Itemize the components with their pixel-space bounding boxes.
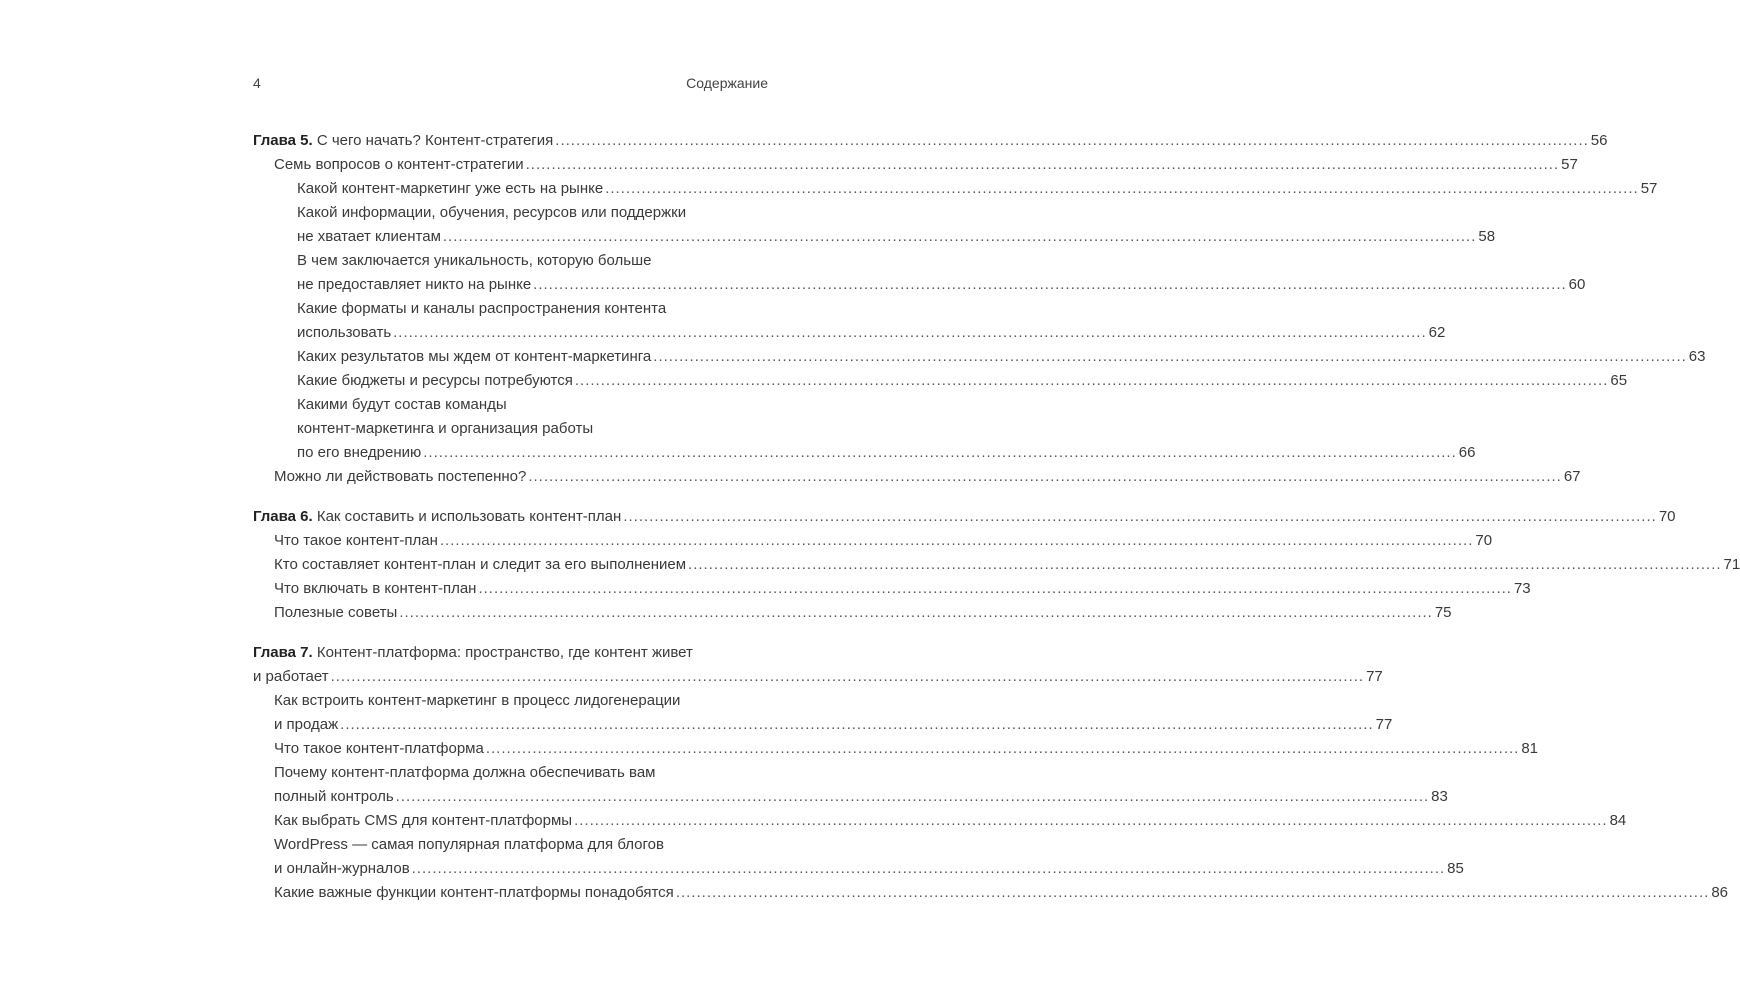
leader-dots: ........................................................................................................................................................................................................ bbox=[399, 604, 1433, 621]
entry-line bbox=[253, 665, 1383, 689]
entry-line bbox=[297, 225, 1496, 249]
entry-line bbox=[274, 881, 1728, 905]
page-ref: 62 bbox=[1428, 324, 1446, 341]
entry-title: В чем заключается уникальность, которую больше bbox=[297, 252, 652, 269]
entry-title: Контент-платформа: пространство, где контент живет bbox=[316, 644, 693, 661]
chapter-section bbox=[253, 505, 1740, 625]
entry-title: WordPress — самая популярная платформа для блогов bbox=[274, 836, 664, 853]
entry-line bbox=[253, 129, 1608, 153]
leader-dots: ........................................................................................................................................................................................................ bbox=[411, 860, 1446, 877]
entry-text bbox=[297, 252, 651, 269]
entry-text bbox=[297, 441, 421, 465]
toc-entry[interactable] bbox=[253, 529, 1493, 553]
entry-title: Что включать в контент-план bbox=[274, 580, 477, 597]
leader-dots: ........................................................................................................................................................................................................ bbox=[330, 668, 1365, 685]
entry-line bbox=[297, 177, 1658, 201]
toc-entry[interactable] bbox=[253, 809, 1627, 833]
entry-text bbox=[274, 529, 438, 553]
entry-text bbox=[253, 665, 329, 689]
entry-text bbox=[274, 809, 572, 833]
entry-title: Какие бюджеты и ресурсы потребуются bbox=[297, 372, 573, 389]
entry-line bbox=[297, 201, 768, 225]
entry-line bbox=[274, 553, 1740, 577]
entry-line bbox=[274, 833, 768, 857]
page-ref: 77 bbox=[1366, 668, 1383, 685]
page-ref: 57 bbox=[1640, 180, 1658, 197]
page-ref: 84 bbox=[1609, 812, 1627, 829]
entry-title: использовать bbox=[297, 324, 392, 341]
page-ref: 65 bbox=[1610, 372, 1628, 389]
leader-dots: ........................................................................................................................................................................................................ bbox=[528, 468, 1562, 485]
leader-dots: ........................................................................................................................................................................................................ bbox=[442, 228, 1477, 245]
leader-dots: ........................................................................................................................................................................................................ bbox=[675, 884, 1710, 901]
entry-title: Какие форматы и каналы распространения контента bbox=[297, 300, 667, 317]
page-ref: 70 bbox=[1475, 532, 1493, 549]
entry-line bbox=[297, 417, 768, 441]
page-number: 4 bbox=[253, 75, 261, 91]
entry-line bbox=[297, 393, 768, 417]
entry-title: Семь вопросов о контент-стратегии bbox=[274, 156, 524, 173]
entry-line bbox=[274, 465, 1581, 489]
page-ref: 75 bbox=[1434, 604, 1452, 621]
entry-line bbox=[297, 249, 768, 273]
toc-entry[interactable] bbox=[253, 345, 1706, 369]
entry-line bbox=[253, 505, 1676, 529]
entry-title: Можно ли действовать постепенно? bbox=[274, 468, 527, 485]
toc-entry[interactable] bbox=[253, 177, 1658, 201]
toc-entry[interactable] bbox=[253, 465, 1581, 489]
page-ref: 58 bbox=[1478, 228, 1496, 245]
entry-title: Что такое контент-платформа bbox=[274, 740, 484, 757]
page-ref: 57 bbox=[1561, 156, 1578, 173]
toc-entry[interactable] bbox=[253, 393, 1476, 465]
entry-text bbox=[297, 204, 686, 221]
entry-text bbox=[274, 764, 656, 781]
page-ref: 85 bbox=[1447, 860, 1464, 877]
leader-dots: ........................................................................................................................................................................................................ bbox=[439, 532, 1474, 549]
toc-entry[interactable] bbox=[253, 153, 1578, 177]
leader-dots: ........................................................................................................................................................................................................ bbox=[688, 556, 1722, 573]
page-ref: 77 bbox=[1375, 716, 1393, 733]
entry-text bbox=[253, 129, 553, 153]
page-ref: 67 bbox=[1563, 468, 1581, 485]
entry-text bbox=[297, 321, 391, 345]
entry-line bbox=[297, 345, 1706, 369]
chapter-heading[interactable] bbox=[253, 129, 1608, 153]
entry-line bbox=[297, 297, 768, 321]
entry-title: С чего начать? Контент-стратегия bbox=[316, 132, 554, 149]
leader-dots: ........................................................................................................................................................................................................ bbox=[605, 180, 1639, 197]
chapter-label: Глава 5. bbox=[253, 132, 313, 149]
entry-title: Полезные советы bbox=[274, 604, 398, 621]
entry-title: Что такое контент-план bbox=[274, 532, 438, 549]
chapter-heading[interactable] bbox=[253, 505, 1676, 529]
leader-dots: ........................................................................................................................................................................................................ bbox=[574, 812, 1608, 829]
entry-title: не предоставляет никто на рынке bbox=[297, 276, 532, 293]
entry-title: полный контроль bbox=[274, 788, 394, 805]
toc-entry[interactable] bbox=[253, 577, 1531, 601]
entry-title: не хватает клиентам bbox=[297, 228, 441, 245]
entry-title: и продаж bbox=[274, 716, 339, 733]
page-ref: 83 bbox=[1431, 788, 1448, 805]
entry-title: Как выбрать CMS для контент-платформы bbox=[274, 812, 573, 829]
page-ref: 70 bbox=[1658, 508, 1676, 525]
leader-dots: ........................................................................................................................................................................................................ bbox=[623, 508, 1657, 525]
entry-text bbox=[297, 273, 531, 297]
entry-line bbox=[274, 529, 1493, 553]
entry-line bbox=[253, 641, 768, 665]
toc-entry[interactable] bbox=[253, 761, 1448, 809]
leader-dots: ........................................................................................................................................................................................................ bbox=[423, 444, 1457, 461]
entry-line bbox=[274, 761, 768, 785]
leader-dots: ........................................................................................................................................................................................................ bbox=[525, 156, 1560, 173]
entry-text bbox=[274, 713, 338, 737]
entry-text bbox=[253, 505, 621, 529]
entry-line bbox=[297, 273, 1586, 297]
entry-line bbox=[297, 441, 1476, 465]
leader-dots: ........................................................................................................................................................................................................ bbox=[653, 348, 1687, 365]
entry-text bbox=[274, 857, 410, 881]
entry-text bbox=[297, 345, 651, 369]
toc-entry[interactable] bbox=[253, 297, 1446, 345]
page-ref: 63 bbox=[1688, 348, 1706, 365]
entry-text bbox=[253, 644, 693, 661]
entry-title: Какой контент-маркетинг уже есть на рынке bbox=[297, 180, 604, 197]
leader-dots: ........................................................................................................................................................................................................ bbox=[574, 372, 1609, 389]
entry-title: по его внедрению bbox=[297, 444, 422, 461]
toc-entry[interactable] bbox=[253, 737, 1539, 761]
section-title: Содержание bbox=[686, 75, 768, 91]
entry-line bbox=[297, 321, 1446, 345]
entry-title: Какой информации, обучения, ресурсов или поддержки bbox=[297, 204, 687, 221]
entry-line bbox=[274, 809, 1627, 833]
entry-title: Какие важные функции контент-платформы понадобятся bbox=[274, 884, 674, 901]
entry-title: Каких результатов мы ждем от контент-маркетинга bbox=[297, 348, 652, 365]
entry-title: Какими будут состав команды bbox=[297, 396, 507, 413]
page-ref: 66 bbox=[1458, 444, 1476, 461]
entry-title: Почему контент-платформа должна обеспечивать вам bbox=[274, 764, 656, 781]
toc-entry[interactable] bbox=[253, 881, 1728, 905]
leader-dots: ........................................................................................................................................................................................................ bbox=[478, 580, 1512, 597]
entry-text bbox=[274, 601, 397, 625]
toc-entry[interactable] bbox=[253, 369, 1628, 393]
entry-text bbox=[274, 553, 686, 577]
page-ref: 56 bbox=[1590, 132, 1608, 149]
entry-line bbox=[274, 737, 1539, 761]
entry-text bbox=[274, 153, 524, 177]
entry-title: и работает bbox=[253, 668, 329, 685]
entry-line bbox=[274, 713, 1393, 737]
leader-dots: ........................................................................................................................................................................................................ bbox=[555, 132, 1589, 149]
toc-entry[interactable] bbox=[253, 201, 1496, 249]
entry-text bbox=[274, 737, 484, 761]
entry-text bbox=[274, 881, 674, 905]
leader-dots: ........................................................................................................................................................................................................ bbox=[485, 740, 1520, 757]
table-of-contents bbox=[253, 129, 1740, 921]
entry-line bbox=[274, 153, 1578, 177]
entry-text bbox=[274, 836, 664, 853]
chapter-label: Глава 6. bbox=[253, 508, 313, 525]
entry-text bbox=[297, 396, 507, 413]
entry-line bbox=[274, 689, 768, 713]
toc-entry[interactable] bbox=[253, 689, 1393, 737]
entry-title: и онлайн-журналов bbox=[274, 860, 410, 877]
entry-text bbox=[274, 577, 476, 601]
chapter-section bbox=[253, 641, 1728, 905]
chapter-label: Глава 7. bbox=[253, 644, 313, 661]
entry-title: Кто составляет контент-план и следит за его выполнением bbox=[274, 556, 687, 573]
entry-text bbox=[297, 300, 666, 317]
entry-line bbox=[297, 369, 1628, 393]
entry-text bbox=[297, 369, 573, 393]
entry-title: контент-маркетинга и организация работы bbox=[297, 420, 594, 437]
leader-dots: ........................................................................................................................................................................................................ bbox=[340, 716, 1374, 733]
entry-title: Как составить и использовать контент-план bbox=[316, 508, 622, 525]
toc-entry[interactable] bbox=[253, 601, 1452, 625]
entry-text bbox=[297, 225, 441, 249]
leader-dots: ........................................................................................................................................................................................................ bbox=[395, 788, 1430, 805]
entry-text bbox=[297, 420, 593, 437]
chapter-heading[interactable] bbox=[253, 641, 1383, 689]
page-ref: 60 bbox=[1568, 276, 1586, 293]
leader-dots: ........................................................................................................................................................................................................ bbox=[393, 324, 1427, 341]
toc-entry[interactable] bbox=[253, 249, 1586, 297]
toc-entry[interactable] bbox=[253, 553, 1740, 577]
running-header bbox=[253, 75, 768, 95]
page-ref: 86 bbox=[1711, 884, 1728, 901]
page-ref: 71 bbox=[1723, 556, 1740, 573]
leader-dots: ........................................................................................................................................................................................................ bbox=[533, 276, 1567, 293]
entry-line bbox=[274, 785, 1448, 809]
page-ref: 81 bbox=[1521, 740, 1539, 757]
entry-line bbox=[274, 577, 1531, 601]
entry-line bbox=[274, 601, 1452, 625]
entry-text bbox=[274, 785, 394, 809]
entry-text bbox=[274, 465, 526, 489]
toc-entry[interactable] bbox=[253, 833, 1464, 881]
chapter-section bbox=[253, 129, 1706, 489]
entry-text bbox=[274, 692, 680, 709]
entry-line bbox=[274, 857, 1464, 881]
page-ref: 73 bbox=[1513, 580, 1531, 597]
entry-title: Как встроить контент-маркетинг в процесс лидогенерации bbox=[274, 692, 681, 709]
entry-text bbox=[297, 177, 603, 201]
